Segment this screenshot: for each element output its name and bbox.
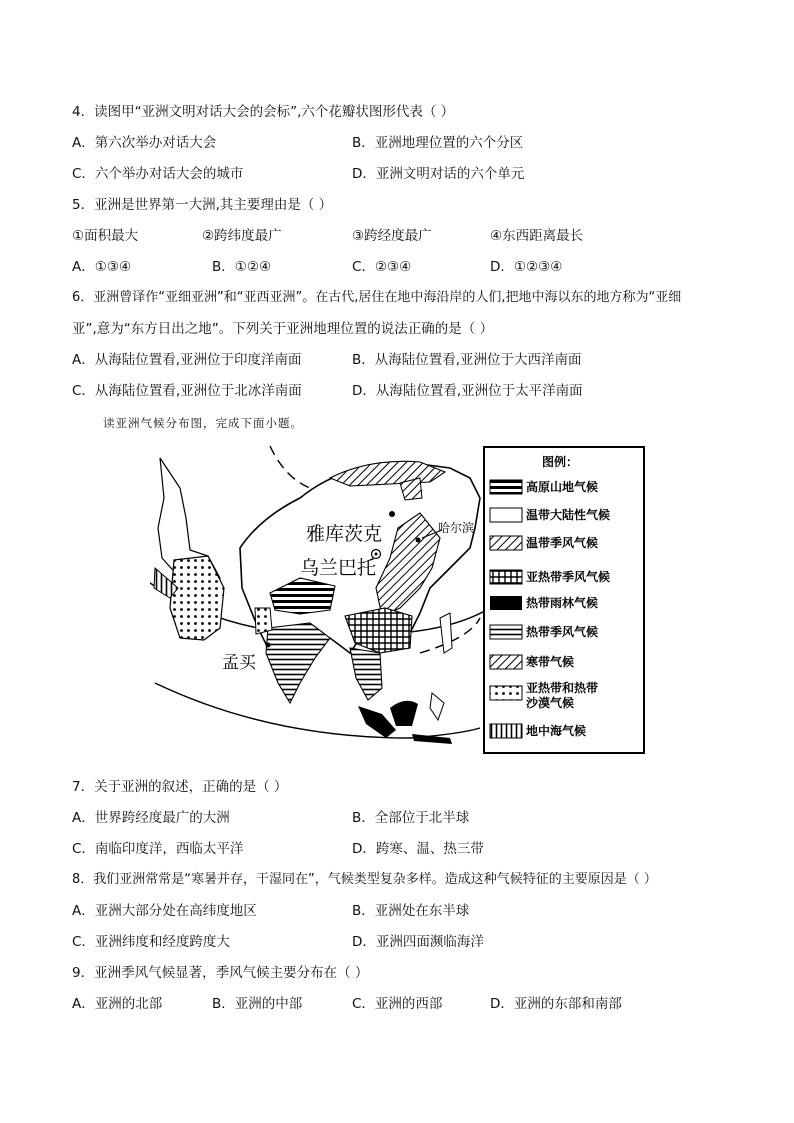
question-7-option-d[interactable]: D．跨寒、温、热三带 [352,841,484,857]
map-intro: 读亚洲气候分布图，完成下面小题。 [103,416,303,430]
question-7-option-c[interactable]: C．南临印度洋，西临太平洋 [72,841,244,857]
legend-swatch-subtropical-monsoon [490,570,522,584]
legend-swatch-continental [490,508,522,522]
question-8-option-b[interactable]: B．亚洲处在东半球 [352,903,470,919]
legend-desert-label-line-1: 亚热带和热带 [526,681,599,695]
legend-swatch-mediterranean [490,724,522,738]
question-8-option-a[interactable]: A．亚洲大部分处在高纬度地区 [72,903,257,919]
question-4-option-a[interactable]: A．第六次举办对话大会 [72,135,217,151]
legend-subtropical-monsoon-label: 亚热带季风气候 [526,570,611,584]
question-9-option-c[interactable]: C．亚洲的西部 [352,996,443,1012]
question-5-statement-3: ③跨经度最广 [352,228,432,244]
island-japan [440,613,452,653]
harbin-marker [416,538,421,543]
label-harbin: 哈尔滨 [438,521,475,535]
legend-swatch-polar [490,655,522,669]
question-5-statement-4: ④东西距离最长 [490,228,584,244]
legend-swatch-plateau [490,480,522,494]
question-5-option-b[interactable]: B．①②④ [212,259,272,275]
legend-swatch-temperate-monsoon [490,536,522,550]
legend-plateau-label: 高原山地气候 [526,480,599,494]
question-7-option-a[interactable]: A．世界跨经度最广的大洲 [72,810,230,826]
question-7-stem: 7．关于亚洲的叙述，正确的是（ ） [72,779,288,795]
desert-climate-arabia [170,556,224,640]
polar-climate-north [330,461,445,486]
question-4-option-c[interactable]: C．六个举办对话大会的城市 [72,166,244,182]
question-8-option-d[interactable]: D．亚洲四面濒临海洋 [352,934,484,950]
question-5-stem: 5．亚洲是世界第一大洲,其主要理由是（ ） [72,197,333,213]
question-8-option-c[interactable]: C．亚洲纬度和经度跨度大 [72,934,230,950]
question-5-statement-2: ②跨纬度最广 [202,228,282,244]
question-6-option-d[interactable]: D．从海陆位置看,亚洲位于太平洋南面 [352,383,583,399]
desert-climate-thar [255,608,272,634]
question-6-stem-line-2: 亚”,意为“东方日出之地”。下列关于亚洲地理位置的说法正确的是（ ） [72,321,494,337]
question-6-option-a[interactable]: A．从海陆位置看,亚洲位于印度洋南面 [72,352,302,368]
legend-temperate-monsoon-label: 温带季风气候 [526,536,599,550]
ulaanbaatar-marker-center [375,553,378,556]
legend-polar-label: 寒带气候 [526,655,575,669]
legend-rainforest-label: 热带雨林气候 [526,596,599,610]
question-6-option-c[interactable]: C．从海陆位置看,亚洲位于北冰洋南面 [72,383,302,399]
question-8-stem: 8．我们亚洲常常是“寒暑并存，干湿同在”，气候类型复杂多样。造成这种气候特征的主要原因是（ ） [72,872,657,887]
question-9-option-b[interactable]: B．亚洲的中部 [212,996,303,1012]
question-5-option-d[interactable]: D．①②③④ [490,259,563,275]
question-5-option-a[interactable]: A．①③④ [72,259,132,275]
legend-swatch-rainforest [490,596,522,610]
question-4-option-d[interactable]: D．亚洲文明对话的六个单元 [352,166,525,182]
asia-climate-map [150,438,648,764]
question-4-option-b[interactable]: B．亚洲地理位置的六个分区 [352,135,524,151]
question-6-option-b[interactable]: B．从海陆位置看,亚洲位于大西洋南面 [352,352,582,368]
label-yakutsk: 雅库茨克 [306,523,383,545]
tropical-monsoon-india [266,623,330,703]
tropical-rainforest-borneo [390,701,418,726]
tropical-rainforest-sumatra [358,706,396,738]
legend-swatch-tropical-monsoon [490,625,522,639]
island-sulawesi [430,693,444,720]
legend-tropical-monsoon-label: 热带季风气候 [526,625,599,639]
legend-mediterranean-label: 地中海气候 [526,724,587,738]
question-5-statement-1: ①面积最大 [72,228,139,244]
legend-desert-label-line-2: 沙漠气候 [526,696,575,710]
tropical-monsoon-indochina [350,648,382,700]
question-7-option-b[interactable]: B．全部位于北半球 [352,810,470,826]
legend-title: 图例： [542,455,579,469]
question-5-option-c[interactable]: C．②③④ [352,259,412,275]
question-6-stem-line-1: 6．亚洲曾译作“亚细亚洲”和“亚西亚洲”。在古代,居住在地中海沿岸的人们,把地中海以东的地方称为“亚细 [72,290,682,305]
question-9-option-a[interactable]: A．亚洲的北部 [72,996,163,1012]
label-ulaanbaatar: 乌兰巴托 [300,557,377,579]
question-9-stem: 9．亚洲季风气候显著，季风气候主要分布在（ ） [72,965,369,981]
legend-continental-label: 温带大陆性气候 [526,508,611,522]
question-9-option-d[interactable]: D．亚洲的东部和南部 [490,996,622,1012]
arctic-circle-line [270,446,310,488]
mumbai-marker [266,643,271,648]
question-4-stem: 4．读图甲“亚洲文明对话大会的会标”,六个花瓣状图形代表（ ） [72,104,455,120]
yakutsk-marker [389,511,395,517]
legend-swatch-desert [490,686,522,700]
label-mumbai: 孟买 [222,653,256,673]
